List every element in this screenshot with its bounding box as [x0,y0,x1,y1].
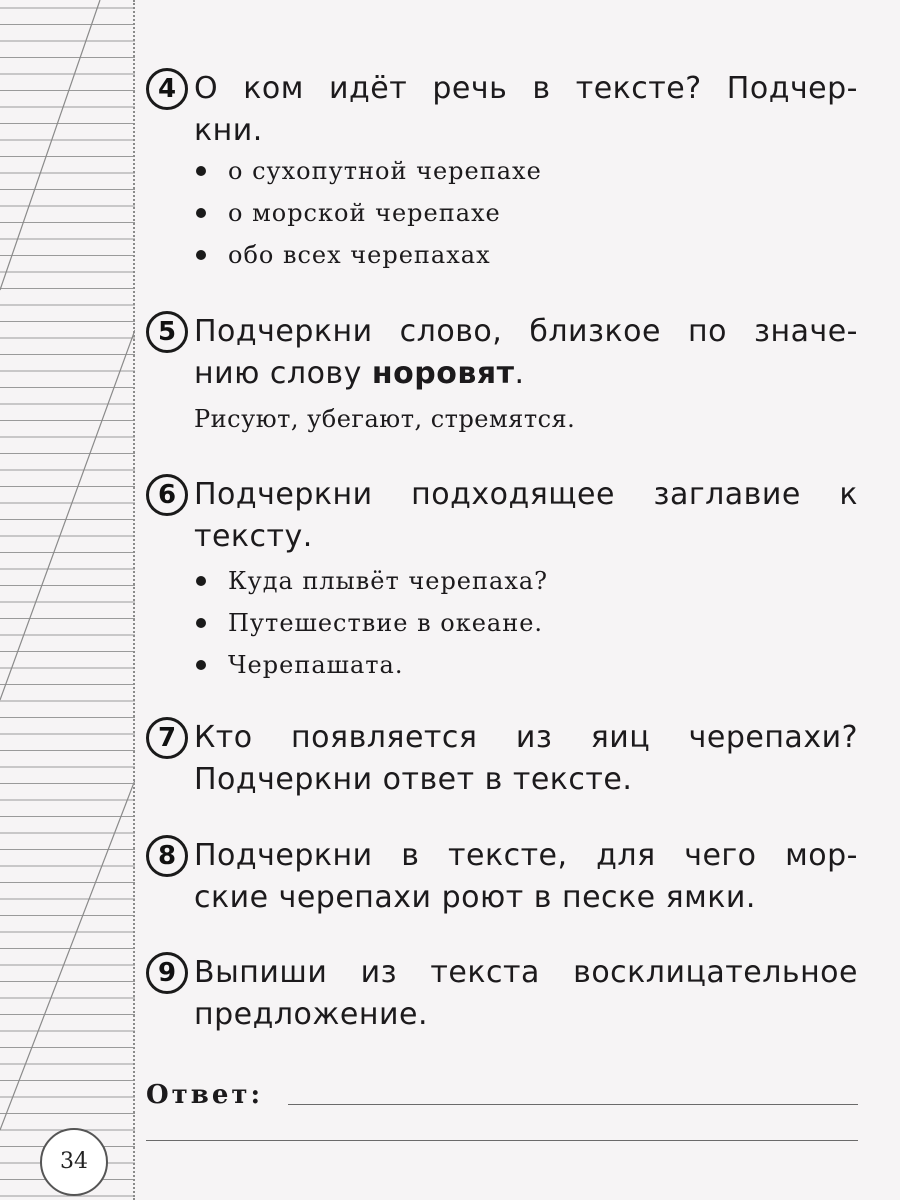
question-number-badge: 7 [146,717,188,759]
margin-lines [0,0,135,1200]
answer-option[interactable]: Черепашата. [194,644,548,686]
question-text [194,474,858,558]
keyword: норовят [371,356,515,391]
answer-option[interactable]: Путешествие в океане. [194,602,548,644]
question-text [194,68,858,152]
answer-option[interactable]: о морской черепахе [194,192,542,234]
question-line: предложение. [194,997,428,1032]
question-text [194,952,858,1036]
question-line: тексту. [194,519,313,554]
bullet-icon [196,208,206,218]
question-line: Подчеркни подходящее заглавие к [194,477,858,512]
bullet-icon [196,250,206,260]
answer-option[interactable]: обо всех черепахах [194,234,542,276]
question-number-badge: 9 [146,952,188,994]
question-line: О ком идёт речь в тексте? Подчер- [194,71,858,106]
bullet-icon [196,660,206,670]
answer-option[interactable]: о сухопутной черепахе [194,150,542,192]
page-number: 34 [40,1128,108,1196]
bullet-icon [196,166,206,176]
answer-options [194,560,548,686]
bullet-icon [196,618,206,628]
question-line: Подчеркни в тексте, для чего мор- [194,838,858,873]
question-number-badge: 5 [146,311,188,353]
bullet-icon [196,576,206,586]
question-line: Подчеркни слово, близкое по значе- [194,314,858,349]
question-line: Выпиши из текста восклицательное [194,955,858,990]
margin-dotted-border [133,0,135,1200]
answer-option[interactable]: Куда плывёт черепаха? [194,560,548,602]
answer-label: Ответ: [146,1080,264,1110]
question-line: нию слову норовят. [194,356,525,391]
question-number-badge: 6 [146,474,188,516]
answer-line[interactable] [288,1104,858,1105]
question-line: ские черепахи роют в песке ямки. [194,880,756,915]
ruled-margin [0,0,135,1200]
question-text [194,311,858,395]
answer-options [194,150,542,276]
diagonal-guide-line [0,0,100,290]
diagonal-guide-line [0,330,135,700]
question-text [194,835,858,919]
word-choices[interactable]: Рисуют, убегают, стремятся. [194,405,576,433]
answer-line[interactable] [146,1140,858,1141]
question-number-badge: 8 [146,835,188,877]
question-text [194,717,858,801]
question-line: кни. [194,113,263,148]
question-line: Кто появляется из яиц черепахи? [194,720,858,755]
question-line: Подчеркни ответ в тексте. [194,762,633,797]
question-number-badge: 4 [146,68,188,110]
